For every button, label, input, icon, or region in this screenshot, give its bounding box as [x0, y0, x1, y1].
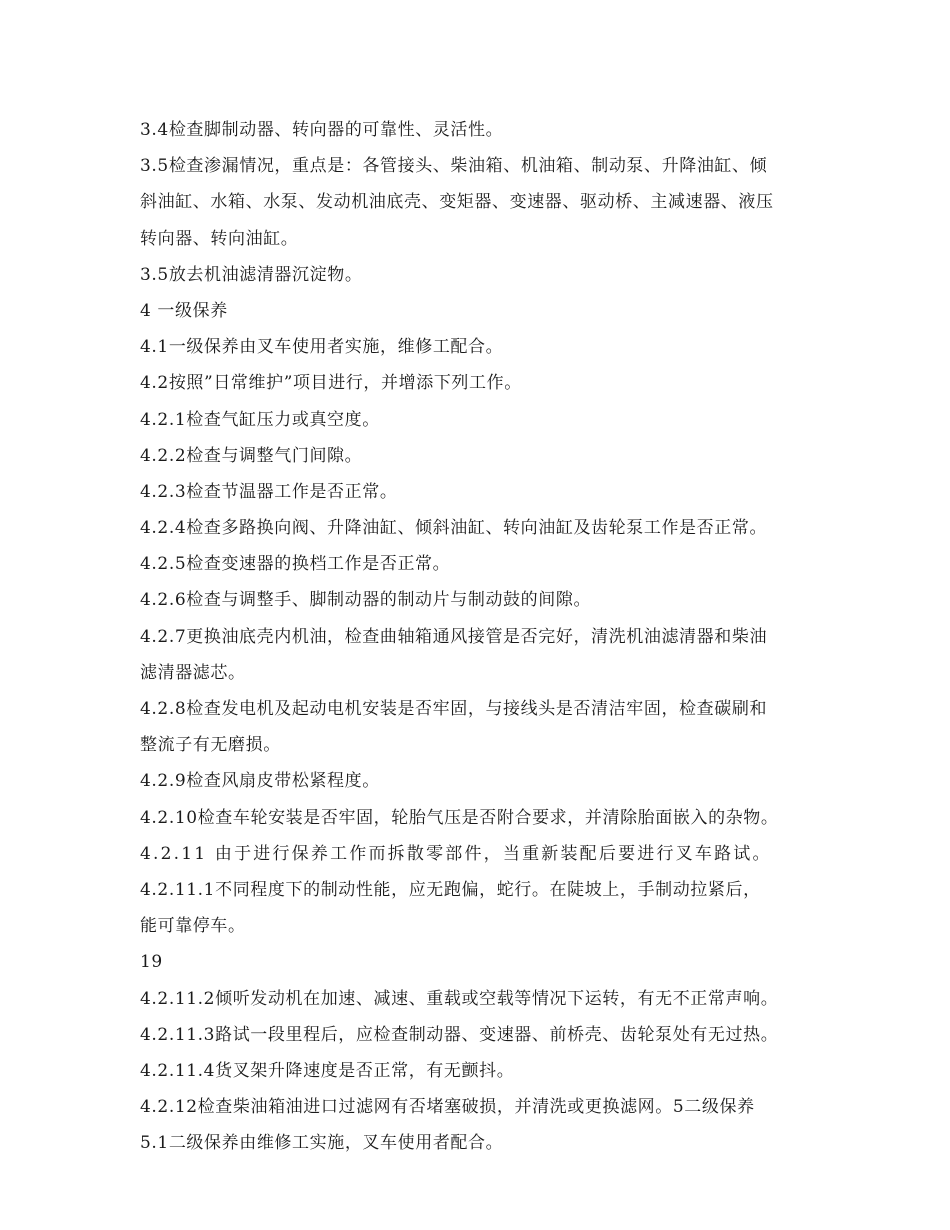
text-line: 滤清器滤芯。 — [140, 662, 246, 683]
text-line: 4.2.2检查与调整气门间隙。 — [140, 445, 363, 466]
section-heading: 4 一级保养 — [140, 300, 228, 321]
text-line: 4.2.11.1不同程度下的制动性能，应无跑偏，蛇行。在陡坡上，手制动拉紧后， — [140, 879, 761, 900]
text-line: 4.2.6检查与调整手、脚制动器的制动片与制动鼓的间隙。 — [140, 590, 592, 611]
text-line: 4.2按照”日常维护”项目进行，并增添下列工作。 — [140, 373, 522, 394]
text-line: 4.2.12检查柴油箱油进口过滤网有否堵塞破损，并清洗或更换滤网。5二级保养 — [140, 1097, 755, 1118]
text-line: 4.1一级保养由叉车使用者实施，维修工配合。 — [140, 337, 504, 358]
text-line: 4.2.10检查车轮安装是否牢固，轮胎气压是否附合要求，并清除胎面嵌入的杂物。 — [140, 807, 779, 828]
text-line: 4.2.8检查发电机及起动电机安装是否牢固，与接线头是否清洁牢固，检查碳刷和 — [140, 699, 768, 719]
text-line: 4.2.11.3路试一段里程后，应检查制动器、变速器、前桥壳、齿轮泵处有无过热。 — [140, 1024, 779, 1045]
text-line: 4.2.3检查节温器工作是否正常。 — [140, 481, 398, 502]
text-line: 4.2.9检查风扇皮带松紧程度。 — [140, 771, 380, 792]
text-line: 能可靠停车。 — [140, 916, 246, 937]
text-line: 4.2.11.4货叉架升降速度是否正常，有无颤抖。 — [140, 1060, 515, 1081]
text-line: 整流子有无磨损。 — [140, 735, 281, 756]
text-line: 4.2.11.2倾听发动机在加速、减速、重载或空载等情况下运转，有无不正常声响。 — [140, 988, 779, 1009]
text-line: 斜油缸、水箱、水泵、发动机油底壳、变矩器、变速器、驱动桥、主减速器、液压 — [140, 192, 774, 213]
text-line: 3.5检查渗漏情况，重点是：各管接头、柴油箱、机油箱、制动泵、升降油缸、倾 — [140, 156, 768, 177]
text-line: 4.2.1检查气缸压力或真空度。 — [140, 409, 380, 430]
text-line: 4.2.7更换油底壳内机油，检查曲轴箱通风接管是否完好，清洗机油滤清器和柴油 — [140, 626, 768, 647]
text-line: 4.2.5检查变速器的换档工作是否正常。 — [140, 554, 451, 575]
page-number: 19 — [140, 952, 163, 973]
text-line: 转向器、转向油缸。 — [140, 228, 299, 249]
text-line: 4.2.4检查多路换向阀、升降油缸、倾斜油缸、转向油缸及齿轮泵工作是否正常。 — [140, 518, 768, 539]
text-line: 3.5放去机油滤清器沉淀物。 — [140, 264, 363, 285]
document-body — [140, 112, 830, 1161]
text-line: 5.1二级保养由维修工实施，叉车使用者配合。 — [140, 1133, 504, 1154]
text-line: 4.2.11 由于进行保养工作而拆散零部件，当重新装配后要进行叉车路试。 — [140, 843, 772, 864]
text-line: 3.4检查脚制动器、转向器的可靠性、灵活性。 — [140, 120, 504, 140]
